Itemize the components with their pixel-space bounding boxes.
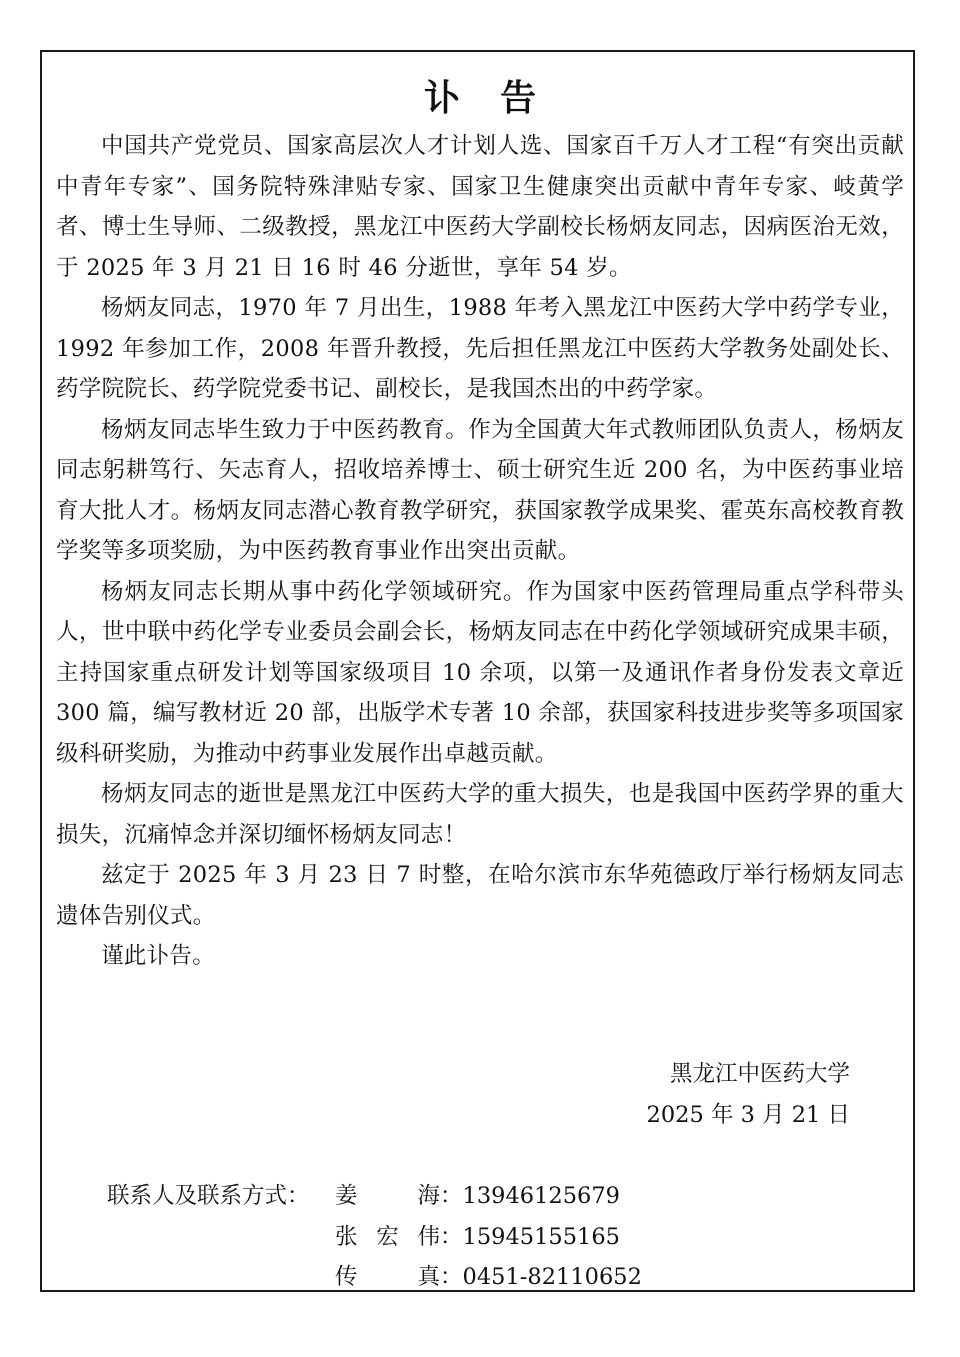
- paragraph-closing: 谨此讣告。: [101, 943, 216, 969]
- notice-title: 讣告: [423, 77, 576, 119]
- contact-label: 联系人及联系方式：: [107, 1183, 310, 1209]
- contact-phone: 13946125679: [462, 1183, 620, 1209]
- contact-fax: 0451-82110652: [462, 1264, 642, 1290]
- paragraph-condolence: 杨炳友同志的逝世是黑龙江中医药大学的重大损失，也是我国中医药学界的重大损失，沉痛悼念并深切缅怀杨炳友同志！: [56, 781, 904, 848]
- contact-row: [107, 1257, 642, 1298]
- paragraph-farewell-ceremony: 兹定于 2025 年 3 月 23 日 7 时整，在哈尔滨市东华苑德政厅举行杨炳友同志遗体告别仪式。: [56, 862, 904, 929]
- contact-name: 传真: [335, 1264, 440, 1290]
- contact-row: [107, 1217, 642, 1258]
- signature-org: 黑龙江中医药大学: [669, 1061, 850, 1087]
- contact-row: [107, 1176, 642, 1217]
- contact-phone: 15945155165: [462, 1223, 620, 1250]
- contact-colon: ：: [440, 1183, 463, 1209]
- contact-name: 姜海: [335, 1183, 440, 1209]
- contact-colon: ：: [440, 1264, 463, 1290]
- signature-date: 2025 年 3 月 21 日: [646, 1101, 850, 1128]
- signature-block: [647, 1054, 850, 1135]
- contact-info: [107, 1176, 642, 1298]
- paragraph-research: 杨炳友同志长期从事中药化学领域研究。作为国家中医药管理局重点学科带头人，世中联中药化学专业委员会副会长，杨炳友同志在中药化学领域研究成果丰硕，主持国家重点研发计划等国家级项目 10 余项，以第一及通讯作者身份发表文章近 300 篇，编写教材近 20 部，出版学术专著 10 余部，获国家科技进步奖等多项国家级科研奖励，为推动中药事业发展作出卓越贡献。: [56, 578, 904, 767]
- contact-name: 张宏伟: [335, 1223, 440, 1250]
- notice-body: [56, 126, 904, 977]
- paragraph-biography: 杨炳友同志，1970 年 7 月出生，1988 年考入黑龙江中医药大学中药学专业，1992 年参加工作，2008 年晋升教授，先后担任黑龙江中医药大学教务处副处长、药学院院长、药学院党委书记、副校长，是我国杰出的中药学家。: [56, 295, 904, 402]
- contact-colon: ：: [440, 1223, 463, 1250]
- paragraph-education: 杨炳友同志毕生致力于中医药教育。作为全国黄大年式教师团队负责人，杨炳友同志躬耕笃行、矢志育人，招收培养博士、硕士研究生近 200 名，为中医药事业培育大批人才。杨炳友同志潜心教育教学研究，获国家教学成果奖、霍英东高校教育教学奖等多项奖励，为中医药教育事业作出突出贡献。: [56, 416, 904, 564]
- paragraph-intro: 中国共产党党员、国家高层次人才计划人选、国家百千万人才工程“有突出贡献中青年专家”、国务院特殊津贴专家、国家卫生健康突出贡献中青年专家、岐黄学者、博士生导师、二级教授，黑龙江中医药大学副校长杨炳友同志，因病医治无效，于 2025 年 3 月 21 日 16 时 46 分逝世，享年 54 岁。: [56, 133, 904, 281]
